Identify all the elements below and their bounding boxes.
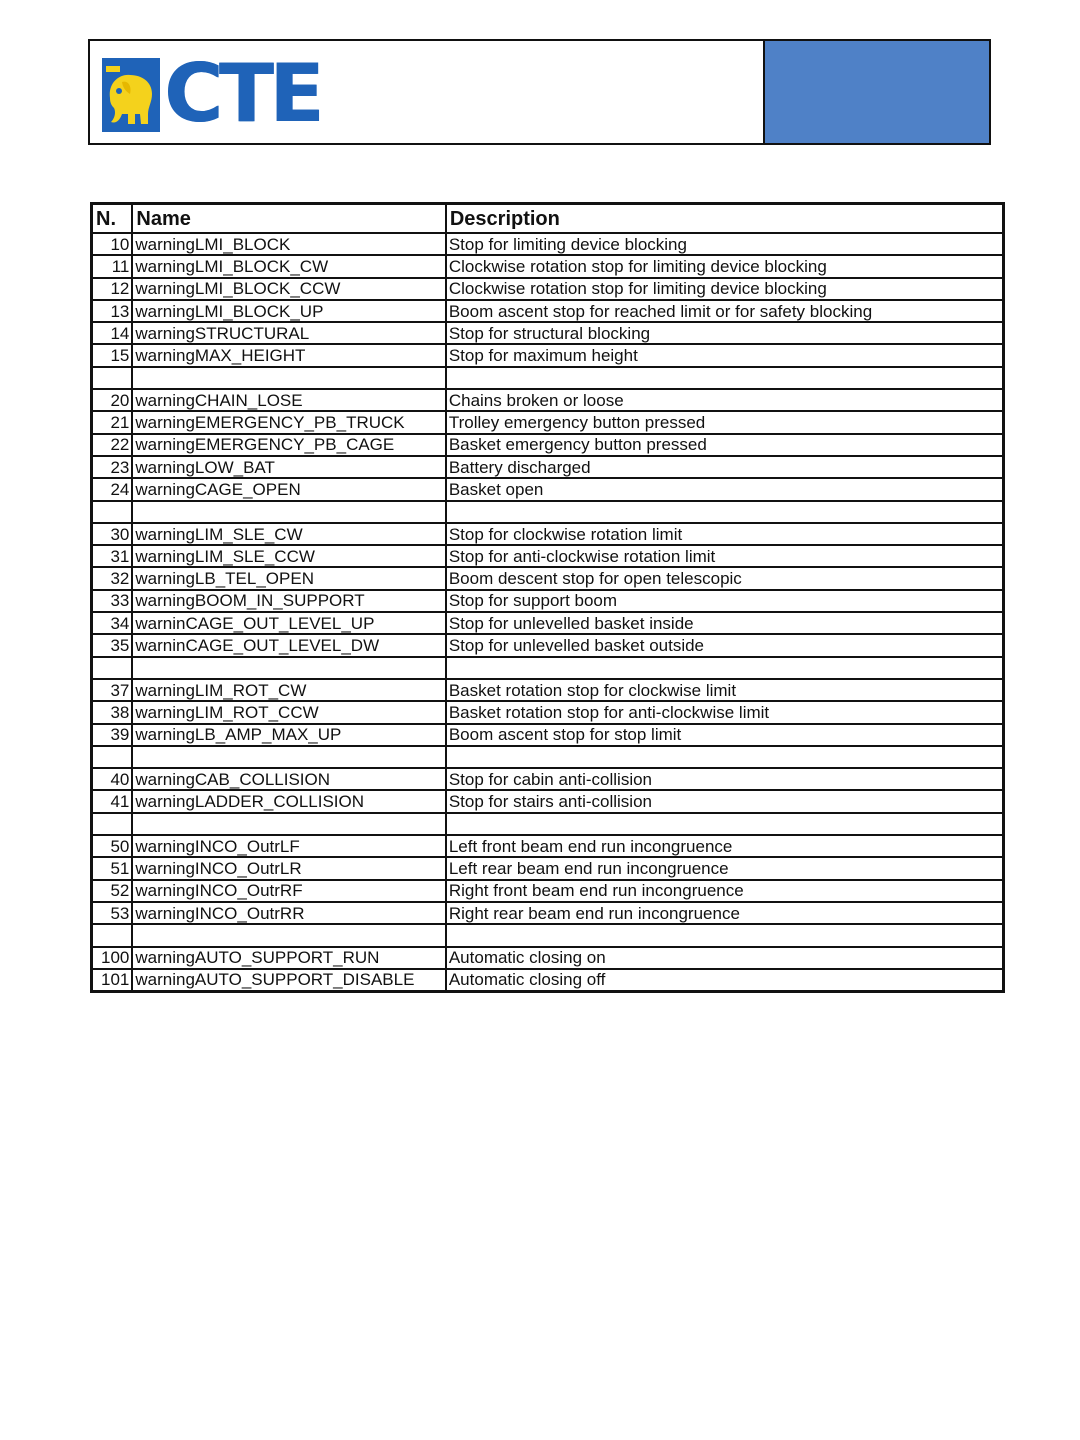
row-description-cell: Right front beam end run incongruence: [446, 880, 1004, 902]
table-row: [92, 255, 1004, 277]
row-description-cell: Stop for limiting device blocking: [446, 233, 1004, 255]
row-number-cell: 41: [92, 790, 133, 812]
row-name-cell: warningSTRUCTURAL: [132, 322, 445, 344]
row-number-cell: 35: [92, 634, 133, 656]
row-description-cell: Right rear beam end run incongruence: [446, 902, 1004, 924]
row-name-cell: warningBOOM_IN_SUPPORT: [132, 590, 445, 612]
row-description-cell: Basket rotation stop for anti-clockwise limit: [446, 701, 1004, 723]
row-number-cell: 12: [92, 278, 133, 300]
table-row: [92, 724, 1004, 746]
row-description-cell: Stop for maximum height: [446, 344, 1004, 366]
row-description-cell: Battery discharged: [446, 456, 1004, 478]
row-description-cell: [446, 657, 1004, 679]
row-description-cell: Trolley emergency button pressed: [446, 411, 1004, 433]
row-name-cell: warningLIM_SLE_CCW: [132, 545, 445, 567]
table-row: [92, 545, 1004, 567]
row-name-cell: [132, 813, 445, 835]
table-row: [92, 411, 1004, 433]
table-row: [92, 322, 1004, 344]
row-description-cell: Basket rotation stop for clockwise limit: [446, 679, 1004, 701]
row-name-cell: warningMAX_HEIGHT: [132, 344, 445, 366]
row-number-cell: 14: [92, 322, 133, 344]
row-number-cell: 20: [92, 389, 133, 411]
table-row: [92, 501, 1004, 523]
row-number-cell: 15: [92, 344, 133, 366]
table-row: [92, 344, 1004, 366]
row-number-cell: 34: [92, 612, 133, 634]
row-number-cell: 24: [92, 478, 133, 500]
row-number-cell: 10: [92, 233, 133, 255]
table-row: [92, 300, 1004, 322]
row-name-cell: warningINCO_OutrLF: [132, 835, 445, 857]
row-description-cell: Boom ascent stop for stop limit: [446, 724, 1004, 746]
row-number-cell: 100: [92, 947, 133, 969]
row-name-cell: warningINCO_OutrRR: [132, 902, 445, 924]
row-number-cell: 33: [92, 590, 133, 612]
row-number-cell: [92, 746, 133, 768]
row-number-cell: [92, 924, 133, 946]
table-row: [92, 567, 1004, 589]
row-number-cell: [92, 367, 133, 389]
row-description-cell: Stop for unlevelled basket inside: [446, 612, 1004, 634]
header-blue-panel: [763, 41, 989, 143]
table-row: [92, 947, 1004, 969]
logo-wordmark: CTE: [164, 47, 320, 140]
row-number-cell: 52: [92, 880, 133, 902]
table-row: [92, 590, 1004, 612]
row-name-cell: [132, 924, 445, 946]
row-name-cell: warningLADDER_COLLISION: [132, 790, 445, 812]
table-row: [92, 902, 1004, 924]
elephant-logo-icon: [102, 58, 160, 132]
row-number-cell: [92, 501, 133, 523]
row-description-cell: [446, 501, 1004, 523]
row-number-cell: 38: [92, 701, 133, 723]
row-name-cell: warningINCO_OutrLR: [132, 857, 445, 879]
row-description-cell: Basket emergency button pressed: [446, 434, 1004, 456]
row-name-cell: [132, 746, 445, 768]
row-description-cell: Stop for stairs anti-collision: [446, 790, 1004, 812]
table-row: [92, 478, 1004, 500]
row-name-cell: [132, 657, 445, 679]
row-description-cell: Boom ascent stop for reached limit or for safety blocking: [446, 300, 1004, 322]
row-description-cell: Stop for cabin anti-collision: [446, 768, 1004, 790]
table-row: [92, 857, 1004, 879]
table-row: [92, 389, 1004, 411]
row-name-cell: warningLMI_BLOCK_CW: [132, 255, 445, 277]
row-description-cell: Stop for clockwise rotation limit: [446, 523, 1004, 545]
row-description-cell: [446, 367, 1004, 389]
column-header-number: N.: [92, 204, 133, 234]
cte-logo: [102, 47, 320, 140]
row-number-cell: [92, 657, 133, 679]
document-header: [88, 39, 991, 145]
table-row: [92, 634, 1004, 656]
row-name-cell: warningEMERGENCY_PB_CAGE: [132, 434, 445, 456]
row-number-cell: 101: [92, 969, 133, 992]
row-number-cell: 53: [92, 902, 133, 924]
table-row: [92, 456, 1004, 478]
table-row: [92, 969, 1004, 992]
row-description-cell: Stop for anti-clockwise rotation limit: [446, 545, 1004, 567]
row-name-cell: warningLOW_BAT: [132, 456, 445, 478]
row-number-cell: 32: [92, 567, 133, 589]
table-row: [92, 746, 1004, 768]
row-description-cell: Left rear beam end run incongruence: [446, 857, 1004, 879]
row-name-cell: warningLMI_BLOCK_CCW: [132, 278, 445, 300]
row-name-cell: warningLMI_BLOCK: [132, 233, 445, 255]
row-description-cell: [446, 746, 1004, 768]
row-description-cell: Chains broken or loose: [446, 389, 1004, 411]
table-row: [92, 233, 1004, 255]
warnings-table: [90, 202, 1005, 993]
row-name-cell: [132, 367, 445, 389]
table-row: [92, 679, 1004, 701]
row-name-cell: warningLB_TEL_OPEN: [132, 567, 445, 589]
row-name-cell: warningCAGE_OPEN: [132, 478, 445, 500]
row-description-cell: Left front beam end run incongruence: [446, 835, 1004, 857]
column-header-name: Name: [132, 204, 445, 234]
row-name-cell: warningCHAIN_LOSE: [132, 389, 445, 411]
table-row: [92, 701, 1004, 723]
row-name-cell: warningLB_AMP_MAX_UP: [132, 724, 445, 746]
row-number-cell: 13: [92, 300, 133, 322]
table-row: [92, 657, 1004, 679]
row-description-cell: Boom descent stop for open telescopic: [446, 567, 1004, 589]
row-name-cell: warninCAGE_OUT_LEVEL_UP: [132, 612, 445, 634]
column-header-description: Description: [446, 204, 1004, 234]
row-description-cell: Stop for structural blocking: [446, 322, 1004, 344]
table-row: [92, 278, 1004, 300]
row-number-cell: 51: [92, 857, 133, 879]
table-row: [92, 367, 1004, 389]
row-name-cell: warningAUTO_SUPPORT_RUN: [132, 947, 445, 969]
row-name-cell: warningAUTO_SUPPORT_DISABLE: [132, 969, 445, 992]
row-description-cell: Basket open: [446, 478, 1004, 500]
row-name-cell: warningEMERGENCY_PB_TRUCK: [132, 411, 445, 433]
row-number-cell: [92, 813, 133, 835]
row-description-cell: Clockwise rotation stop for limiting device blocking: [446, 255, 1004, 277]
row-description-cell: Stop for support boom: [446, 590, 1004, 612]
row-name-cell: warningLIM_ROT_CCW: [132, 701, 445, 723]
row-number-cell: 37: [92, 679, 133, 701]
table-row: [92, 813, 1004, 835]
table-row: [92, 880, 1004, 902]
row-name-cell: warningINCO_OutrRF: [132, 880, 445, 902]
table-row: [92, 612, 1004, 634]
row-number-cell: 31: [92, 545, 133, 567]
row-description-cell: [446, 924, 1004, 946]
row-number-cell: 11: [92, 255, 133, 277]
row-description-cell: Clockwise rotation stop for limiting device blocking: [446, 278, 1004, 300]
row-number-cell: 22: [92, 434, 133, 456]
row-description-cell: [446, 813, 1004, 835]
row-name-cell: [132, 501, 445, 523]
table-row: [92, 434, 1004, 456]
table-row: [92, 523, 1004, 545]
row-number-cell: 40: [92, 768, 133, 790]
table-row: [92, 790, 1004, 812]
row-description-cell: Automatic closing on: [446, 947, 1004, 969]
row-number-cell: 21: [92, 411, 133, 433]
row-name-cell: warninCAGE_OUT_LEVEL_DW: [132, 634, 445, 656]
row-description-cell: Automatic closing off: [446, 969, 1004, 992]
row-number-cell: 39: [92, 724, 133, 746]
row-number-cell: 50: [92, 835, 133, 857]
row-number-cell: 23: [92, 456, 133, 478]
table-row: [92, 768, 1004, 790]
row-name-cell: warningLMI_BLOCK_UP: [132, 300, 445, 322]
row-name-cell: warningLIM_ROT_CW: [132, 679, 445, 701]
row-description-cell: Stop for unlevelled basket outside: [446, 634, 1004, 656]
row-name-cell: warningLIM_SLE_CW: [132, 523, 445, 545]
row-name-cell: warningCAB_COLLISION: [132, 768, 445, 790]
table-header-row: [92, 204, 1004, 234]
table-row: [92, 835, 1004, 857]
row-number-cell: 30: [92, 523, 133, 545]
table-row: [92, 924, 1004, 946]
